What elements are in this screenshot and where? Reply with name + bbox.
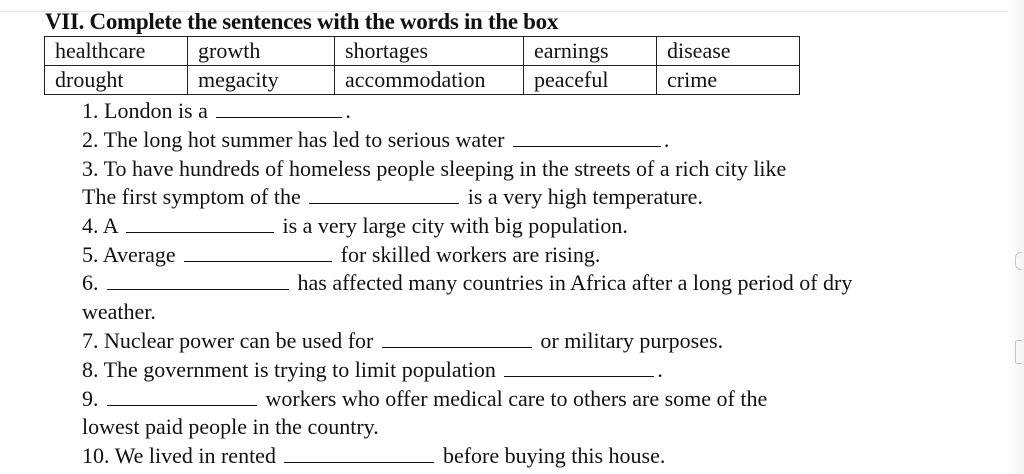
sentence-text: has affected many countries in Africa after a long period of dry xyxy=(297,270,853,295)
sentence-6-continued xyxy=(82,298,156,326)
sentence-3 xyxy=(82,155,786,183)
sentence-4 xyxy=(82,212,628,240)
sentence-text: 4. A xyxy=(82,213,118,238)
word-box-cell: drought xyxy=(45,66,188,95)
sentence-text: before buying this house. xyxy=(442,443,666,468)
sentence-text: 5. Average xyxy=(82,242,176,267)
sentence-6 xyxy=(82,269,852,297)
sentence-2 xyxy=(82,126,669,154)
answer-blank[interactable] xyxy=(513,126,661,147)
sentence-1 xyxy=(82,97,351,125)
answer-blank[interactable] xyxy=(107,385,257,406)
sentence-text: 8. The government is trying to limit population xyxy=(82,357,496,382)
word-box-row xyxy=(45,66,800,95)
sentence-text: weather. xyxy=(82,299,156,324)
word-box-cell: healthcare xyxy=(45,37,188,66)
sentence-text: lowest paid people in the country. xyxy=(82,414,379,439)
edge-tab-mark xyxy=(1015,252,1022,270)
word-box-cell: earnings xyxy=(524,37,657,66)
word-box-row xyxy=(45,37,800,66)
edge-tab-mark xyxy=(1015,340,1022,364)
sentence-text: or military purposes. xyxy=(540,328,724,353)
sentence-text: 6. xyxy=(82,270,99,295)
sentence-text: 1. London is a xyxy=(82,98,208,123)
word-box-table xyxy=(44,36,800,95)
sentence-text: 9. xyxy=(82,386,99,411)
answer-blank[interactable] xyxy=(126,212,274,233)
sentence-text: for skilled workers are rising. xyxy=(340,242,601,267)
word-box-cell: accommodation xyxy=(335,66,524,95)
sentence-text: . xyxy=(663,127,670,152)
answer-blank[interactable] xyxy=(284,442,434,463)
sentence-text: 10. We lived in rented xyxy=(82,443,276,468)
sentence-text: The first symptom of the xyxy=(82,184,301,209)
word-box-cell: disease xyxy=(657,37,800,66)
sentence-text: workers who offer medical care to others are some of the xyxy=(265,386,768,411)
word-box-cell: crime xyxy=(657,66,800,95)
sentence-7 xyxy=(82,327,723,355)
page-right-edge xyxy=(1008,0,1024,474)
sentence-5 xyxy=(82,241,600,269)
answer-blank[interactable] xyxy=(184,241,332,262)
sentence-text: is a very high temperature. xyxy=(467,184,703,209)
sentence-3-continued xyxy=(82,183,703,211)
answer-blank[interactable] xyxy=(107,269,289,290)
sentence-text: is a very large city with big population. xyxy=(282,213,628,238)
sentence-9-continued xyxy=(82,413,379,441)
word-box-cell: megacity xyxy=(188,66,335,95)
exercise-heading: VII. Complete the sentences with the words in the box xyxy=(45,9,559,34)
answer-blank[interactable] xyxy=(216,97,342,118)
sentence-text: . xyxy=(657,357,663,382)
sentence-text: . xyxy=(345,98,351,123)
word-box-cell: peaceful xyxy=(524,66,657,95)
sentence-text: 2. The long hot summer has led to serious water xyxy=(82,127,505,152)
sentence-text: 7. Nuclear power can be used for xyxy=(82,328,374,353)
answer-blank[interactable] xyxy=(382,327,532,348)
sentence-10 xyxy=(82,442,665,470)
answer-blank[interactable] xyxy=(309,183,459,204)
answer-blank[interactable] xyxy=(504,356,654,377)
word-box-cell: growth xyxy=(188,37,335,66)
sentence-8 xyxy=(82,356,663,384)
sentence-9 xyxy=(82,385,767,413)
word-box-cell: shortages xyxy=(335,37,524,66)
sentence-text: 3. To have hundreds of homeless people sleeping in the streets of a rich city like xyxy=(82,156,787,181)
